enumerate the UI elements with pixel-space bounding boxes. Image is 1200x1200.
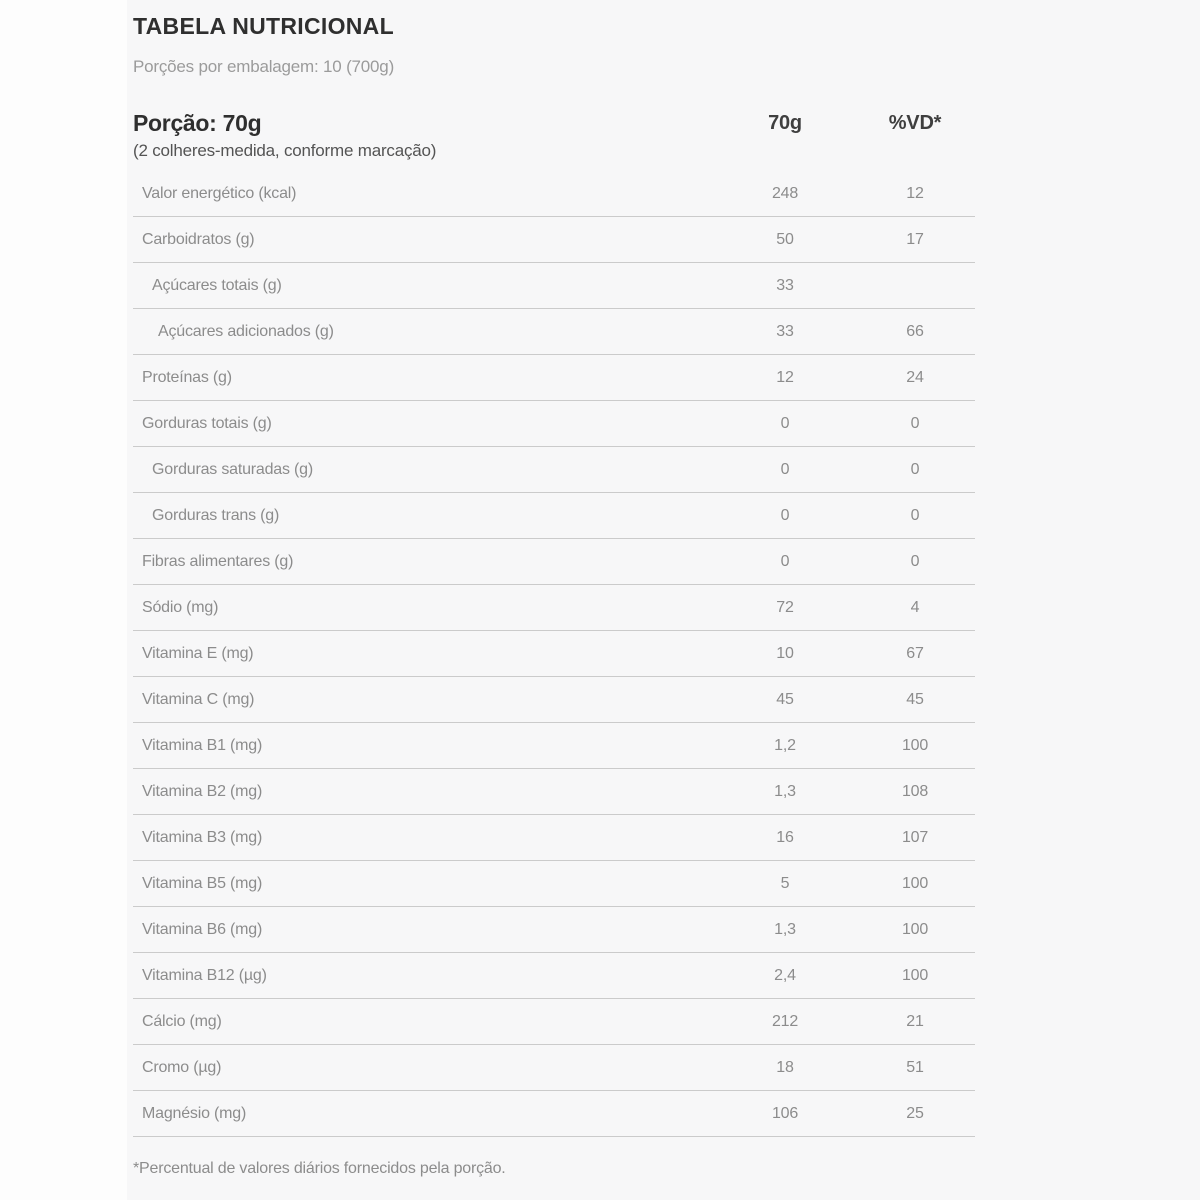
nutrition-content [133, 12, 975, 1179]
table-row [133, 861, 975, 907]
amount-value: 0 [780, 460, 790, 478]
portion-block [133, 109, 715, 161]
amount-value: 248 [771, 184, 799, 202]
nutrient-label: Valor energético (kcal) [142, 184, 297, 202]
amount-value: 12 [776, 368, 794, 386]
amount-value: 0 [780, 552, 790, 570]
nutrient-label: Vitamina B2 (mg) [142, 782, 263, 800]
nutrition-panel [127, 0, 1200, 1200]
table-row [133, 447, 975, 493]
nutrient-label: Magnésio (mg) [142, 1104, 247, 1122]
nutrient-label: Proteínas (g) [142, 368, 232, 386]
amount-value: 72 [776, 598, 794, 616]
daily-value-percent: 100 [901, 966, 929, 984]
amount-value: 18 [776, 1058, 794, 1076]
daily-value-percent: 67 [906, 644, 924, 662]
daily-value-percent: 66 [906, 322, 924, 340]
table-row [133, 263, 975, 309]
nutrient-label: Vitamina B5 (mg) [142, 874, 263, 892]
table-row [133, 723, 975, 769]
table-row [133, 953, 975, 999]
amount-value: 5 [780, 874, 790, 892]
daily-value-percent: 107 [901, 828, 929, 846]
table-row [133, 769, 975, 815]
table-row [133, 309, 975, 355]
daily-value-percent: 21 [906, 1012, 924, 1030]
daily-value-percent: 4 [910, 598, 920, 616]
nutrient-label: Açúcares adicionados (g) [158, 322, 334, 340]
table-row [133, 217, 975, 263]
daily-value-percent: 12 [906, 184, 924, 202]
amount-value: 45 [776, 690, 794, 708]
daily-value-percent: 24 [906, 368, 924, 386]
table-row [133, 1045, 975, 1091]
amount-value: 33 [776, 322, 794, 340]
daily-value-percent: 51 [906, 1058, 924, 1076]
table-header-row [133, 109, 975, 161]
amount-value: 2,4 [774, 966, 796, 984]
nutrition-table [133, 171, 975, 1137]
servings-per-package: Porções por embalagem: 10 (700g) [133, 57, 395, 76]
daily-value-percent: 100 [901, 874, 929, 892]
amount-value: 106 [771, 1104, 799, 1122]
amount-value: 50 [776, 230, 794, 248]
nutrient-label: Vitamina E (mg) [142, 644, 254, 662]
daily-value-footnote: *Percentual de valores diários fornecidos pela porção. [133, 1160, 506, 1177]
column-header-daily-value: %VD* [888, 112, 942, 134]
nutrient-label: Vitamina B6 (mg) [142, 920, 263, 938]
amount-value: 33 [776, 276, 794, 294]
nutrient-label: Cálcio (mg) [142, 1012, 222, 1030]
table-row [133, 493, 975, 539]
page-title: TABELA NUTRICIONAL [133, 13, 394, 39]
daily-value-percent: 108 [901, 782, 929, 800]
amount-value: 1,3 [774, 920, 796, 938]
table-row [133, 171, 975, 217]
nutrient-label: Açúcares totais (g) [152, 276, 282, 294]
nutrient-label: Carboidratos (g) [142, 230, 255, 248]
daily-value-percent: 25 [906, 1104, 924, 1122]
table-row [133, 677, 975, 723]
amount-value: 0 [780, 506, 790, 524]
nutrient-label: Vitamina B1 (mg) [142, 736, 263, 754]
table-row [133, 815, 975, 861]
nutrient-label: Vitamina B3 (mg) [142, 828, 263, 846]
daily-value-percent: 0 [910, 460, 920, 478]
table-row [133, 355, 975, 401]
daily-value-percent: 100 [901, 920, 929, 938]
nutrient-label: Gorduras totais (g) [142, 414, 272, 432]
nutrient-label: Cromo (µg) [142, 1058, 222, 1076]
table-row [133, 1091, 975, 1137]
daily-value-percent: 100 [901, 736, 929, 754]
nutrient-label: Fibras alimentares (g) [142, 552, 294, 570]
portion-title: Porção: 70g [133, 110, 262, 136]
table-row [133, 907, 975, 953]
portion-subtitle: (2 colheres-medida, conforme marcação) [133, 141, 437, 160]
table-row [133, 999, 975, 1045]
nutrient-label: Gorduras trans (g) [152, 506, 280, 524]
daily-value-percent: 45 [906, 690, 924, 708]
amount-value: 1,3 [774, 782, 796, 800]
column-header-amount: 70g [768, 112, 802, 134]
table-row [133, 401, 975, 447]
daily-value-percent: 0 [910, 414, 920, 432]
nutrient-label: Sódio (mg) [142, 598, 219, 616]
daily-value-percent: 0 [910, 552, 920, 570]
amount-value: 212 [771, 1012, 799, 1030]
nutrient-label: Vitamina B12 (µg) [142, 966, 267, 984]
amount-value: 10 [776, 644, 794, 662]
table-row [133, 539, 975, 585]
amount-value: 1,2 [774, 736, 796, 754]
daily-value-percent: 17 [906, 230, 924, 248]
table-row [133, 585, 975, 631]
table-row [133, 631, 975, 677]
amount-value: 16 [776, 828, 794, 846]
amount-value: 0 [780, 414, 790, 432]
nutrient-label: Vitamina C (mg) [142, 690, 255, 708]
nutrient-label: Gorduras saturadas (g) [152, 460, 314, 478]
daily-value-percent: 0 [910, 506, 920, 524]
